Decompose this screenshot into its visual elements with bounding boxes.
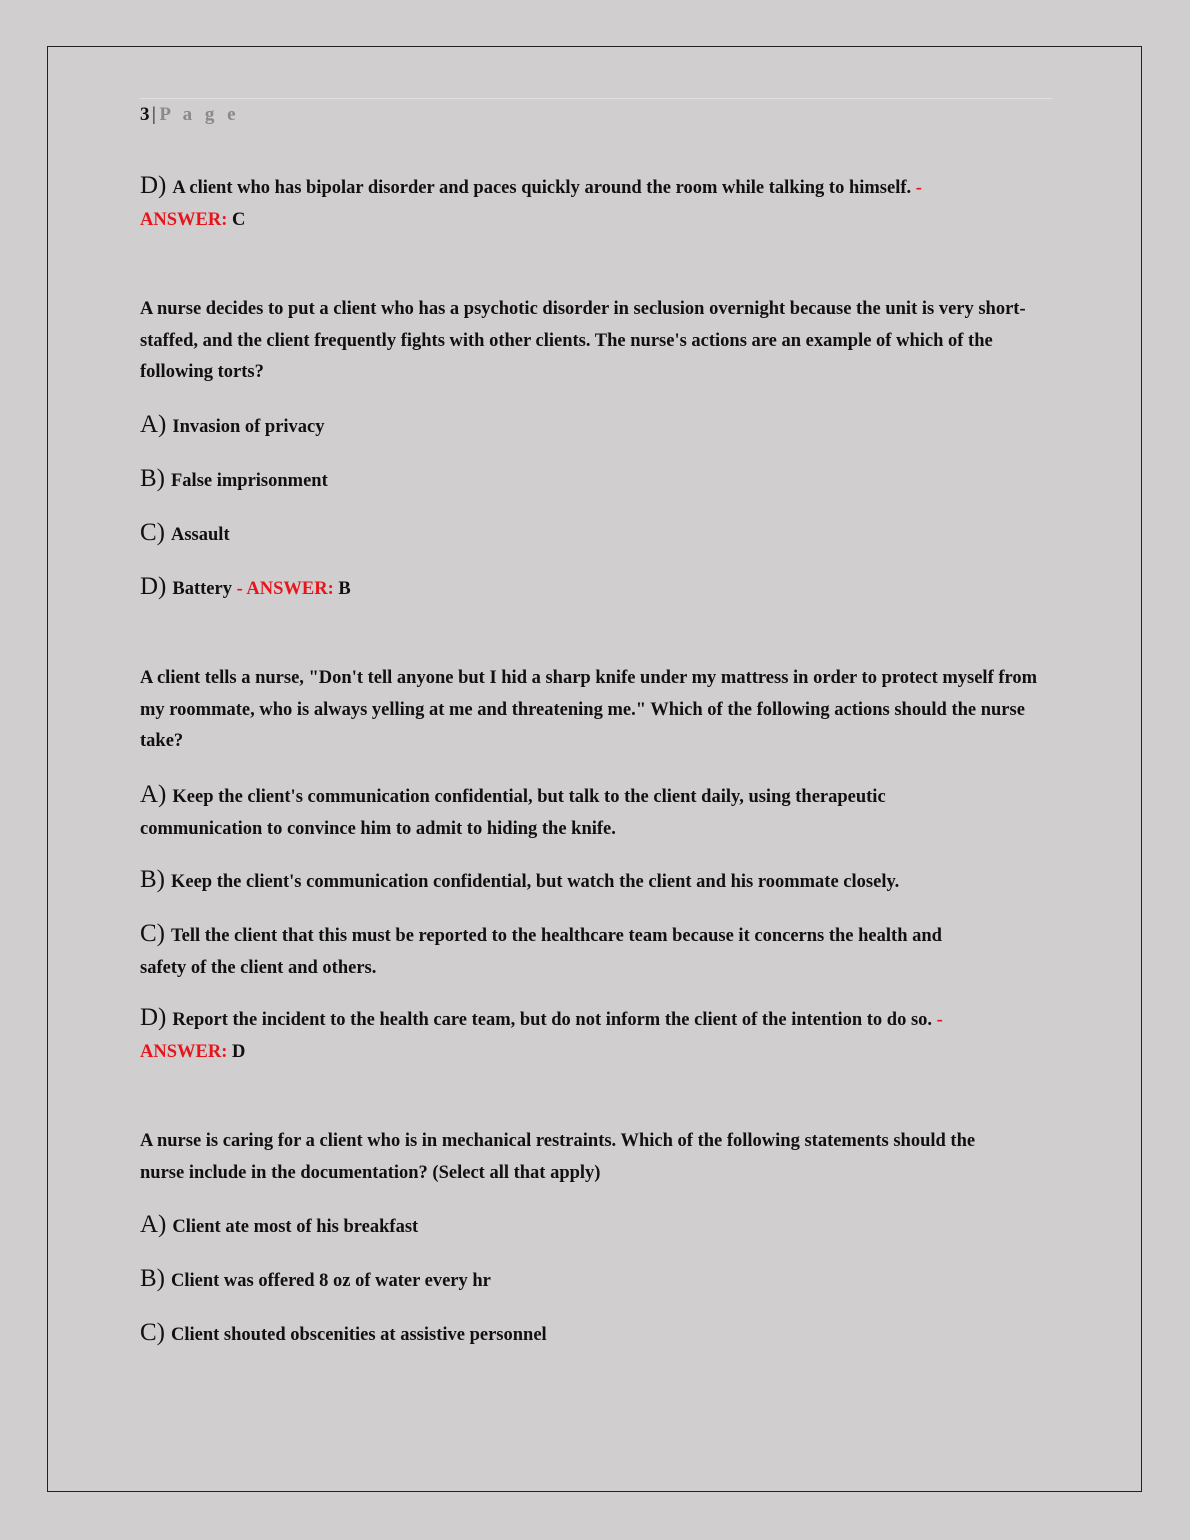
option-letter: D) [140, 172, 167, 199]
option-text: Tell the client that this must be reported to the healthcare team because it concerns the health and safety of the client and others. [140, 926, 942, 978]
header-separator: | [152, 104, 157, 125]
answer-dash: - [236, 579, 243, 599]
answer-dash: - [915, 178, 922, 198]
option-letter: D) [140, 573, 167, 600]
option-text: Report the incident to the health care team, but do not inform the client of the intention to do so. [172, 1010, 933, 1030]
answer-value: D [232, 1041, 246, 1062]
option-text: False imprisonment [171, 471, 328, 491]
option-letter: A) [140, 1211, 167, 1238]
page-word: P a g e [159, 104, 240, 125]
q2-option-c [140, 918, 990, 984]
option-text: Client ate most of his breakfast [172, 1217, 419, 1237]
option-letter: B) [140, 465, 165, 492]
option-text: Keep the client's communication confidential, but watch the client and his roommate closely. [171, 872, 900, 892]
answer-label: ANSWER: [140, 209, 228, 230]
option-text: Invasion of privacy [172, 417, 325, 437]
q2-question: A client tells a nurse, "Don't tell anyone but I hid a sharp knife under my mattress in order to protect myself from my roommate, who is always yelling at me and threatening me." Which of the following actions should the nurse take? [140, 668, 1038, 751]
q3-option-c [140, 1317, 1040, 1352]
answer-label: ANSWER: [246, 579, 334, 599]
answer-label: ANSWER: [140, 1041, 228, 1062]
option-letter: A) [140, 781, 167, 808]
q1-question: A nurse decides to put a client who has a psychotic disorder in seclusion overnight because the unit is very short-staffed, and the client frequently fights with other clients. The nurse's actions are an example of which of the following torts? [140, 299, 1026, 382]
q1-option-b [140, 463, 1040, 498]
option-text: Client shouted obscenities at assistive personnel [171, 1325, 547, 1345]
option-text: A client who has bipolar disorder and paces quickly around the room while talking to himself. [172, 178, 912, 198]
option-text: Client was offered 8 oz of water every hr [171, 1271, 491, 1291]
option-text: Assault [171, 525, 230, 545]
q2-option-b [140, 864, 1040, 899]
option-text: Keep the client's communication confidential, but talk to the client daily, using therapeutic communication to convince him to admit to hiding the knife. [140, 787, 886, 839]
option-letter: C) [140, 920, 165, 947]
q1-option-a [140, 409, 1040, 444]
q3-option-b [140, 1263, 1040, 1298]
q1-option-d [140, 571, 1040, 606]
q3-option-a [140, 1209, 1040, 1244]
option-letter: A) [140, 411, 167, 438]
option-letter: D) [140, 1004, 167, 1031]
answer-value: B [338, 579, 351, 599]
q1-option-c [140, 517, 1040, 552]
option-letter: C) [140, 519, 165, 546]
q0-option-d [140, 170, 1040, 236]
page-header [140, 104, 240, 126]
option-text: Battery [172, 579, 232, 599]
option-letter: B) [140, 1265, 165, 1292]
answer-dash: - [936, 1010, 943, 1030]
header-rule [140, 98, 1052, 99]
option-letter: C) [140, 1319, 165, 1346]
q2-option-a [140, 779, 940, 845]
page-number: 3 [140, 104, 150, 125]
q3-question: A nurse is caring for a client who is in mechanical restraints. Which of the following statements should the nurse include in the documentation? (Select all that apply) [140, 1131, 976, 1183]
answer-value: C [232, 209, 246, 230]
q2-option-d [140, 1002, 1040, 1068]
option-letter: B) [140, 866, 165, 893]
